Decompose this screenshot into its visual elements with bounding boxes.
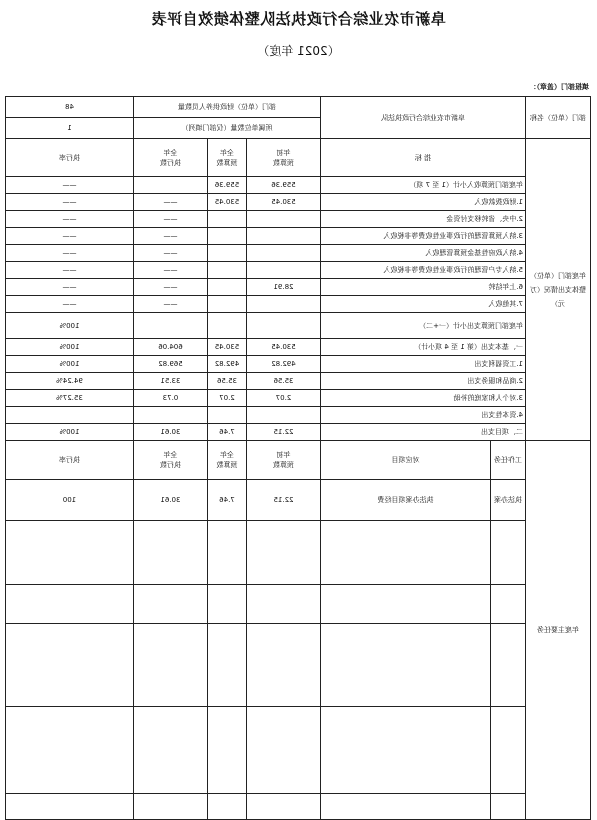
empty-split-cell	[321, 585, 526, 624]
budget-row-budget: 530.45	[247, 339, 321, 356]
project-row-split	[321, 480, 526, 521]
budget-row-budget	[247, 313, 321, 339]
budget-row-name: 年度部门预算收入小计（1 至 7 项）	[321, 177, 526, 194]
project-row-task: 执法办案	[490, 480, 525, 520]
proj-budget-header-text: 预算数	[273, 461, 294, 469]
empty-task-row	[5, 521, 590, 585]
proj-rate-header: 执行率	[5, 441, 133, 480]
budget-row-budget	[247, 296, 321, 313]
budget-row	[5, 339, 590, 356]
project-header-split	[321, 441, 526, 480]
budget-row-rate: ——	[5, 245, 133, 262]
budget-row	[5, 313, 590, 339]
project-row-full: 7.46	[208, 480, 247, 521]
empty-cell	[247, 624, 321, 707]
project-header-row	[5, 441, 590, 480]
budget-row-rate	[5, 407, 133, 424]
budget-row-rate: ——	[5, 279, 133, 296]
budget-row-rate: ——	[5, 211, 133, 228]
empty-cell	[247, 521, 321, 585]
budget-row	[5, 211, 590, 228]
budget-row	[5, 262, 590, 279]
empty-task-row	[5, 585, 590, 624]
budget-row-name: 1.财政拨款收入	[321, 194, 526, 211]
proj-full-header-group: 全年	[220, 451, 234, 459]
budget-row-budget: 2.07	[247, 390, 321, 407]
budget-header-text: 预算数	[273, 158, 294, 167]
budget-header	[247, 139, 321, 177]
budget-row-name: 年度部门预算支出小计（一+二）	[321, 313, 526, 339]
full-budget-header	[208, 139, 247, 177]
empty-cell	[247, 794, 321, 820]
exec-header	[133, 139, 207, 177]
budget-row-exec: 33.51	[133, 373, 207, 390]
budget-row-full	[208, 279, 247, 296]
budget-row-full	[208, 228, 247, 245]
rate-header: 执行率	[5, 139, 133, 177]
budget-row-full: 7.46	[208, 424, 247, 441]
budget-row	[5, 356, 590, 373]
empty-split-cell	[321, 521, 526, 585]
budget-row	[5, 424, 590, 441]
empty-cell	[133, 521, 207, 585]
project-row	[5, 480, 590, 521]
budget-row-exec: ——	[133, 228, 207, 245]
dept-name-row	[5, 97, 590, 118]
budget-row-full: 530.45	[208, 339, 247, 356]
budget-row-name: 7.其他收入	[321, 296, 526, 313]
proj-full-header	[208, 441, 247, 480]
budget-row-rate: 100%	[5, 356, 133, 373]
full-budget-header-group: 全年	[220, 148, 234, 157]
empty-project-cell	[321, 624, 490, 706]
empty-cell	[5, 707, 133, 794]
empty-cell	[208, 521, 247, 585]
budget-row-full: 492.82	[208, 356, 247, 373]
budget-row-full: 2.07	[208, 390, 247, 407]
budget-row-name: 1.工资福利支出	[321, 356, 526, 373]
budget-row-budget: 28.91	[247, 279, 321, 296]
empty-cell	[5, 794, 133, 820]
budget-row-name: 4.纳入政府性基金预算管理收入	[321, 245, 526, 262]
budget-row	[5, 390, 590, 407]
budget-row-exec: ——	[133, 279, 207, 296]
budget-row-exec: ——	[133, 296, 207, 313]
budget-row-exec: ——	[133, 245, 207, 262]
empty-cell	[208, 794, 247, 820]
document-title: 阜新市农业综合行政执法队整体绩效自评表	[151, 10, 446, 28]
budget-row-rate: ——	[5, 262, 133, 279]
empty-cell	[5, 624, 133, 707]
index-header: 指 标	[321, 139, 526, 177]
budget-row-exec: ——	[133, 194, 207, 211]
proj-exec-header-group: 全年	[163, 451, 178, 459]
budget-row-exec: 604.06	[133, 339, 207, 356]
budget-row	[5, 407, 590, 424]
budget-row-budget	[247, 245, 321, 262]
proj-budget-header	[247, 441, 321, 480]
dept-name: 阜新市农业综合行政执法队	[321, 97, 526, 139]
budget-row	[5, 245, 590, 262]
budget-row-budget: 492.82	[247, 356, 321, 373]
empty-cell	[133, 585, 207, 624]
project-row-budget: 22.15	[247, 480, 321, 521]
task-header: 工作任务	[490, 441, 525, 479]
budget-row-budget	[247, 262, 321, 279]
full-budget-header-text: 预算数	[216, 158, 238, 167]
budget-row-exec	[133, 177, 207, 194]
budget-row	[5, 228, 590, 245]
exec-header-group: 全年	[163, 148, 178, 157]
proj-full-header-text: 预算数	[216, 461, 238, 469]
budget-row-exec	[133, 313, 207, 339]
budget-row-budget: 530.45	[247, 194, 321, 211]
empty-task-cell	[490, 794, 525, 819]
budget-row-name: 2.中央、省转移支付资金	[321, 211, 526, 228]
proj-exec-header-text: 执行数	[160, 461, 181, 469]
empty-cell	[133, 624, 207, 707]
budget-row-rate: ——	[5, 296, 133, 313]
project-row-name: 执法办案项目经费	[377, 496, 434, 504]
budget-row-budget: 559.36	[247, 177, 321, 194]
budget-row-full: 530.45	[208, 194, 247, 211]
budget-row-budget	[247, 407, 321, 424]
empty-task-cell	[490, 624, 525, 706]
budget-row-rate: 94.24%	[5, 373, 133, 390]
project-row-rate: 100	[5, 480, 133, 521]
empty-project-cell	[321, 794, 490, 819]
budget-row-full: 559.36	[208, 177, 247, 194]
budget-row-exec: 569.82	[133, 356, 207, 373]
empty-cell	[133, 794, 207, 820]
budget-row-name: 5.纳入专户管理的行政事业性收费等非税收入	[321, 262, 526, 279]
budget-row-budget	[247, 228, 321, 245]
empty-split-cell	[321, 794, 526, 820]
exec-header-text: 执行数	[160, 158, 181, 167]
budget-row-name: 6.上年结转	[321, 279, 526, 296]
empty-cell	[5, 521, 133, 585]
budget-header-row	[5, 139, 590, 177]
project-row-exec: 30.61	[133, 480, 207, 521]
budget-row	[5, 373, 590, 390]
budget-row-budget	[247, 211, 321, 228]
staff-label: 部门（单位）财政供养人员数量	[133, 97, 320, 118]
units-label: 所属单位数量（仅部门填列）	[133, 118, 320, 139]
empty-cell	[208, 585, 247, 624]
budget-row	[5, 296, 590, 313]
budget-row-full	[208, 296, 247, 313]
empty-split-cell	[321, 707, 526, 794]
fill-dept-label: 填报部门（盖章）：	[529, 83, 589, 91]
budget-row-budget: 22.15	[247, 424, 321, 441]
budget-row	[5, 279, 590, 296]
empty-split-cell	[321, 624, 526, 707]
budget-row-name: 一、基本支出（第 1 至 4 项小计）	[321, 339, 526, 356]
budget-row-exec: 0.73	[133, 390, 207, 407]
empty-task-row	[5, 624, 590, 707]
empty-project-cell	[321, 521, 490, 584]
project-header: 对应项目	[391, 456, 420, 464]
units-value: 1	[5, 118, 133, 139]
budget-row	[5, 177, 590, 194]
budget-row-rate: 100%	[5, 424, 133, 441]
budget-row-rate: ——	[5, 177, 133, 194]
empty-task-cell	[490, 707, 525, 793]
budget-section-label: 年度部门（单位）整体支出情况（万元）	[526, 139, 591, 441]
empty-task-cell	[490, 585, 525, 623]
empty-cell	[208, 707, 247, 794]
budget-row-name: 4.资本性支出	[321, 407, 526, 424]
dept-label: 部门（单位）名称	[526, 97, 591, 139]
budget-row-full	[208, 245, 247, 262]
budget-row-exec: 30.61	[133, 424, 207, 441]
empty-cell	[247, 707, 321, 794]
empty-cell	[208, 624, 247, 707]
budget-header-group: 年初	[276, 148, 291, 157]
budget-row-exec	[133, 407, 207, 424]
empty-cell	[247, 585, 321, 624]
proj-exec-header	[133, 441, 207, 480]
budget-row	[5, 194, 590, 211]
staff-value: 48	[5, 97, 133, 118]
budget-row-name: 3.对个人和家庭的补助	[321, 390, 526, 407]
empty-project-cell	[321, 585, 490, 623]
budget-row-name: 3.纳入预算管理的行政事业性收费等非税收入	[321, 228, 526, 245]
budget-row-exec: ——	[133, 262, 207, 279]
empty-cell	[5, 585, 133, 624]
budget-row-full	[208, 211, 247, 228]
empty-task-cell	[490, 521, 525, 584]
budget-row-budget: 35.56	[247, 373, 321, 390]
document-year: （2021 年度）	[257, 44, 340, 58]
budget-row-exec: ——	[133, 211, 207, 228]
empty-task-row	[5, 794, 590, 820]
budget-row-full: 35.56	[208, 373, 247, 390]
budget-row-rate: 100%	[5, 313, 133, 339]
evaluation-table	[5, 96, 591, 820]
empty-cell	[133, 707, 207, 794]
budget-row-full	[208, 262, 247, 279]
budget-row-full	[208, 313, 247, 339]
budget-row-rate: 100%	[5, 339, 133, 356]
empty-task-row	[5, 707, 590, 794]
budget-row-rate: ——	[5, 194, 133, 211]
proj-budget-header-group: 年初	[276, 451, 291, 459]
budget-row-name: 2.商品和服务支出	[321, 373, 526, 390]
budget-row-rate: ——	[5, 228, 133, 245]
budget-row-rate: 35.27%	[5, 390, 133, 407]
budget-row-name: 二、项目支出	[321, 424, 526, 441]
empty-project-cell	[321, 707, 490, 793]
budget-row-full	[208, 407, 247, 424]
task-section-label: 年度主要任务	[526, 441, 591, 820]
